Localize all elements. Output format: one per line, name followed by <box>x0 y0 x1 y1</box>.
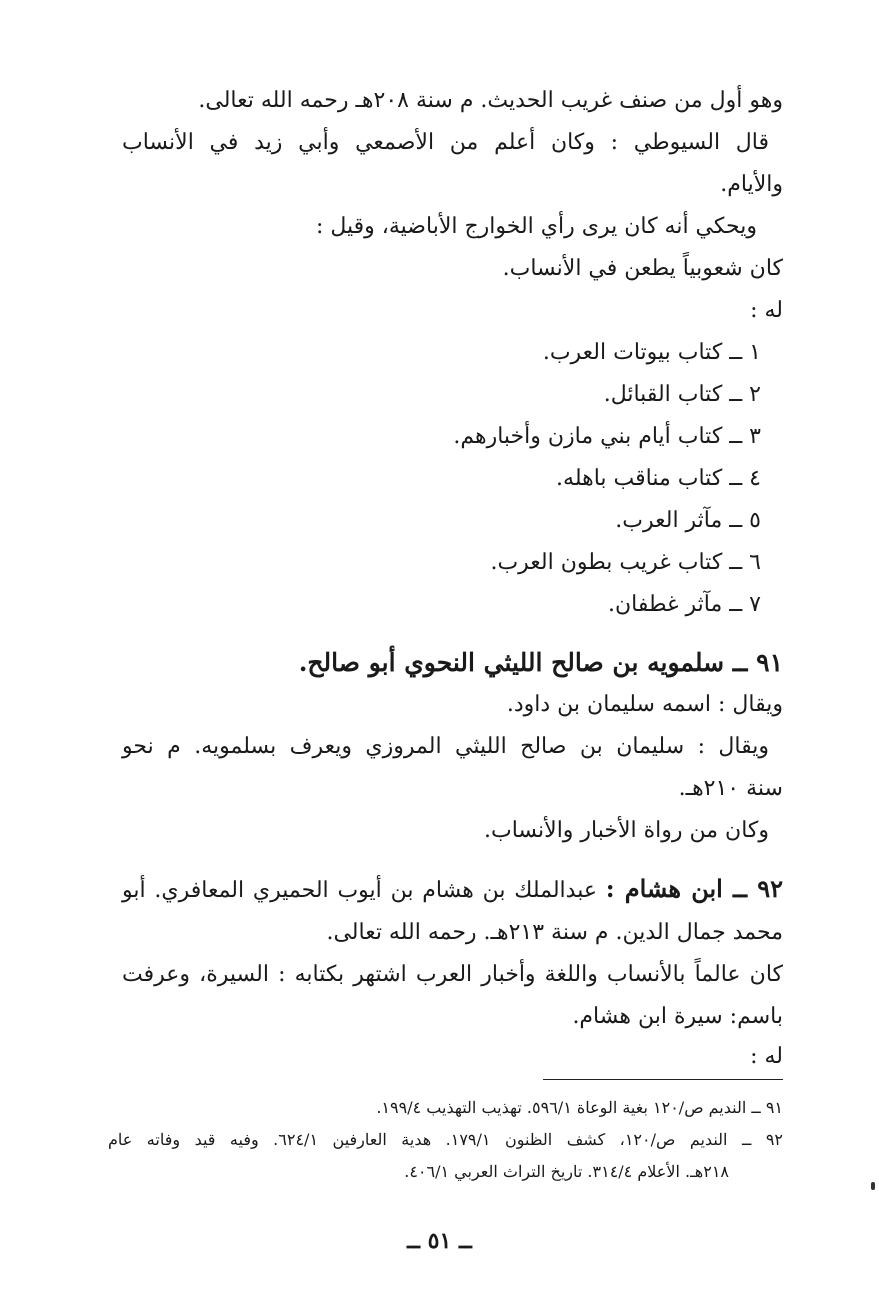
entry-heading-92 <box>122 874 783 906</box>
footnote-92: ٩٢ ــ النديم ص/١٢٠، كشف الظنون ١٧٩/١. هدية العارفين ٦٢٤/١. وفيه قيد وفاته عام <box>108 1130 783 1149</box>
body-line: كان شعوبياً يطعن في الأنساب. <box>502 256 783 281</box>
entry-heading-92-name: ٩٢ ــ ابن هشام : <box>605 874 784 903</box>
entry-heading-91: ٩١ ــ سلمويه بن صالح الليثي النحوي أبو صالح. <box>298 648 783 677</box>
footnote-91: ٩١ ــ النديم ص/١٢٠ بغية الوعاة ٥٩٦/١. تهذيب التهذيب ١٩٩/٤. <box>376 1098 783 1117</box>
list-item: ٣ ــ كتاب أيام بني مازن وأخبارهم. <box>453 424 761 449</box>
body-line: سنة ٢١٠هـ. <box>678 776 783 801</box>
footnote-divider <box>543 1079 783 1080</box>
entry-heading-92-rest: عبدالملك بن هشام بن أيوب الحميري المعافري. أبو <box>122 878 597 903</box>
list-item: ٥ ــ مآثر العرب. <box>615 508 761 533</box>
body-line: له : <box>750 1044 783 1069</box>
body-line: له : <box>750 298 783 323</box>
list-item: ١ ــ كتاب بيوتات العرب. <box>542 340 761 365</box>
page-number: ــ ٥١ ــ <box>407 1228 472 1254</box>
body-line: باسم: سيرة ابن هشام. <box>572 1004 783 1029</box>
body-line: وهو أول من صنف غريب الحديث. م سنة ٢٠٨هـ رحمه الله تعالى. <box>198 88 783 113</box>
scan-mark <box>871 1182 875 1190</box>
body-line: كان عالماً بالأنساب واللغة وأخبار العرب اشتهر بكتابه : السيرة، وعرفت <box>122 962 783 987</box>
body-line: ويحكي أنه كان يرى رأي الخوارج الأباضية، وقيل : <box>315 214 757 239</box>
body-line: قال السيوطي : وكان أعلم من الأصمعي وأبي زيد في الأنساب <box>122 130 769 155</box>
footnote-92-continued: ٢١٨هـ. الأعلام ٣١٤/٤. تاريخ التراث العربي ٤٠٦/١. <box>404 1162 729 1181</box>
body-line: وكان من رواة الأخبار والأنساب. <box>483 818 769 843</box>
body-line: ويقال : سليمان بن صالح الليثي المروزي ويعرف بسلمويه. م نحو <box>122 734 769 759</box>
list-item: ٦ ــ كتاب غريب بطون العرب. <box>490 550 761 575</box>
body-line: محمد جمال الدين. م سنة ٢١٣هـ. رحمه الله تعالى. <box>326 920 783 945</box>
body-line: والأيام. <box>720 172 783 197</box>
list-item: ٧ ــ مآثر غطفان. <box>608 592 761 617</box>
body-line: ويقال : اسمه سليمان بن داود. <box>506 692 783 717</box>
list-item: ٢ ــ كتاب القبائل. <box>603 382 761 407</box>
list-item: ٤ ــ كتاب مناقب باهله. <box>556 466 761 491</box>
